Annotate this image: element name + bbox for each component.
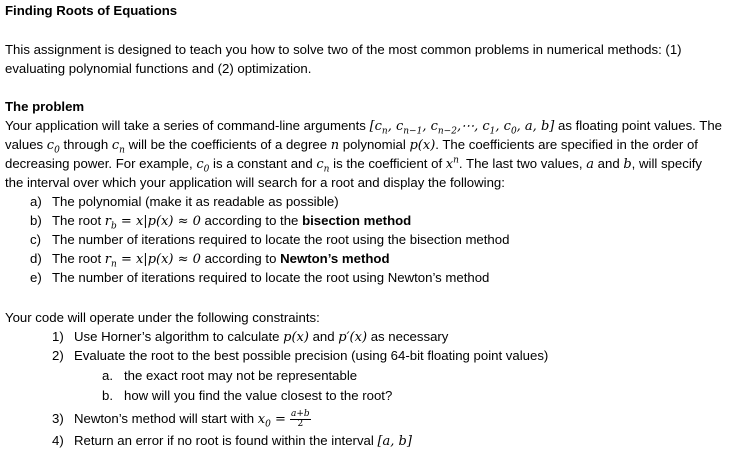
problem-text: . The coefficients are specified in the order of xyxy=(435,137,698,152)
list-item-text: as necessary xyxy=(367,329,449,344)
math-px: p(x) xyxy=(409,138,436,153)
list-marker: d) xyxy=(30,251,42,266)
constraints-intro: Your code will operate under the following constraints: xyxy=(5,310,320,325)
list-item xyxy=(30,251,390,268)
list-item-text: The root xyxy=(52,213,105,228)
math-xn: $x^n$ xyxy=(445,155,459,172)
math-c0: $c_0$ xyxy=(46,138,60,156)
problem-text: . The last two values, xyxy=(458,156,587,171)
list-marker: b) xyxy=(30,213,42,228)
problem-text: decreasing power. For example, xyxy=(5,156,197,171)
list-item-text: Return an error if no root is found within the interval xyxy=(74,433,378,448)
list-item xyxy=(52,329,448,346)
math-cn: $c_n$ xyxy=(111,138,125,156)
list-item-text: The number of iterations required to locate the root using Newton’s method xyxy=(52,270,490,285)
list-item xyxy=(30,232,509,248)
list-marker: e) xyxy=(30,270,42,285)
problem-para-line-3 xyxy=(5,156,702,173)
intro-line-1: This assignment is designed to teach you how to solve two of the most common problems in numerical methods: (1) xyxy=(5,42,682,57)
list-item-text: and xyxy=(308,329,339,344)
list-item-text: Evaluate the root to the best possible precision (using 64-bit floating point values) xyxy=(74,348,549,363)
list-marker: 1) xyxy=(52,329,64,344)
math-rn-expression: $r_n = x|p(x) \approx 0$ xyxy=(104,252,201,270)
problem-heading: The problem xyxy=(5,99,85,114)
problem-text: will be the coefficients of a degree xyxy=(124,137,331,152)
list-item-text: according to the xyxy=(200,213,303,228)
list-item-text: Newton’s method will start with xyxy=(74,410,258,426)
page-title: Finding Roots of Equations xyxy=(5,3,178,18)
list-item-text: Use Horner’s algorithm to calculate xyxy=(74,329,284,344)
intro-line-2: evaluating polynomial functions and (2) optimization. xyxy=(5,61,312,76)
problem-text: polynomial xyxy=(339,137,410,152)
math-c0: $c_0$ xyxy=(196,157,210,175)
math-px: p(x) xyxy=(283,330,309,345)
list-item-text: how will you find the value closest to the root? xyxy=(124,388,393,403)
problem-text: is the coefficient of xyxy=(329,156,446,171)
math-p-prime-x: p′(x) xyxy=(338,330,368,345)
math-a: a xyxy=(586,157,594,172)
list-item xyxy=(52,433,412,450)
bisection-method-label: bisection method xyxy=(302,213,412,228)
list-item-text: The root xyxy=(52,251,105,266)
problem-para-line-2 xyxy=(5,137,698,154)
list-item xyxy=(30,213,411,230)
math-n: n xyxy=(330,138,340,153)
list-marker: 3) xyxy=(52,410,64,426)
problem-text: as floating point values. The xyxy=(554,118,722,133)
list-item-text: The polynomial (make it as readable as possible) xyxy=(52,194,339,209)
argument-list-math: [$c_n$, $c_{n-1}$, $c_{n-2},\cdots$, $c_1$, $c_0$, a, b] xyxy=(369,119,555,137)
problem-text: and xyxy=(593,156,624,171)
math-rb-expression: $r_b = x|p(x) \approx 0$ xyxy=(104,214,201,232)
list-marker: c) xyxy=(30,232,41,247)
list-item-text: The number of iterations required to locate the root using the bisection method xyxy=(52,232,510,247)
problem-text: , will specify xyxy=(631,156,703,171)
problem-text: Your application will take a series of command-line arguments xyxy=(5,118,370,133)
problem-text: values xyxy=(5,137,47,152)
problem-text: is a constant and xyxy=(209,156,317,171)
problem-text: through xyxy=(59,137,112,152)
list-item xyxy=(52,410,311,429)
problem-para-line-1 xyxy=(5,118,722,135)
math-interval-ab: [a, b] xyxy=(377,434,412,449)
list-item xyxy=(30,194,339,210)
fraction-a-plus-b-over-2: $\frac{a+b}{2}$ xyxy=(290,409,310,429)
list-marker: 4) xyxy=(52,433,64,448)
problem-para-line-4: the interval over which your application will search for a root and display the following: xyxy=(5,175,505,190)
newtons-method-label: Newton’s method xyxy=(280,251,390,266)
list-item xyxy=(102,388,392,404)
list-item-text: according to xyxy=(200,251,281,266)
math-b: b xyxy=(623,157,632,172)
list-item-text: the exact root may not be representable xyxy=(124,368,358,383)
list-item xyxy=(52,348,548,364)
list-item xyxy=(30,270,489,286)
list-item xyxy=(102,368,357,384)
list-marker: b. xyxy=(102,388,113,403)
list-marker: a. xyxy=(102,368,113,383)
math-x0-expression: $x_0$ = xyxy=(257,411,286,430)
math-cn: $c_n$ xyxy=(316,157,330,175)
list-marker: 2) xyxy=(52,348,64,363)
list-marker: a) xyxy=(30,194,42,209)
